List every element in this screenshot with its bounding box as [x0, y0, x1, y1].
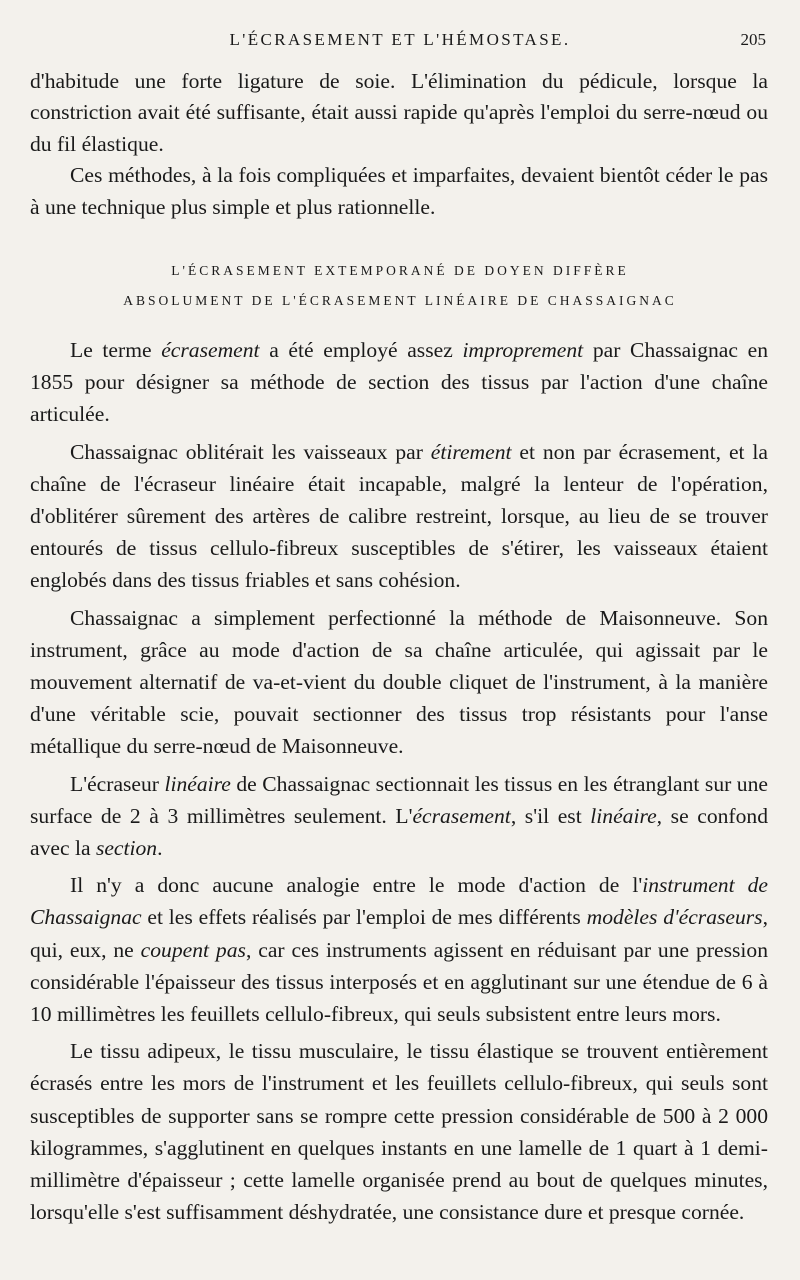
text-run: se confond avec la: [30, 803, 769, 861]
text-run: Chassaignac a simplement perfectionné la méthode de Maisonneuve. Son instrument, grâce au mode d'action de sa chaîne articulée, qui agissait par le mouvement alternatif de va-et-vient du double cliquet de l'instrument, à la manière d'une véritable scie, pouvait sectionner des tissus trop résistants pour l'anse métallique du serre-nœud de Maisonneuve.: [30, 605, 768, 759]
text-run: , qui, eux, ne: [30, 905, 768, 962]
italic-term: linéaire: [164, 771, 231, 796]
text-run: .: [157, 836, 163, 861]
text-run: Le tissu adipeux, le tissu musculaire, le tissu élastique se trouvent entièrement écrasés entre les mors de l'instrument et les feuillets cellulo-fibreux, qui seuls sont susceptibles de supporter sans se rompre cette pression considérable de 500 à 2 000 kilogrammes, s'agglutinent en quelques instants en une lamelle de 1 quart à 1 demi-millimètre d'épaisseur ; cette lamelle organisée prend au bout de quelques minutes, lorsqu'elle s'est suffisamment déshydratée, une consistance dure et presque cornée.: [30, 1039, 768, 1225]
text-run: par Chassaignac en 1855 pour désigner sa méthode de section des tissus par l'action d'une chaîne articulée.: [30, 338, 768, 427]
paragraph: [30, 602, 768, 763]
text-run: L'écraseur: [70, 771, 165, 796]
italic-term: étirement: [430, 439, 512, 464]
text-run: et les effets réalisés par l'emploi de mes différents: [141, 905, 587, 930]
text-run: Il n'y a donc aucune analogie entre le mode d'action de l': [70, 873, 643, 898]
paragraph: [30, 1035, 768, 1228]
text-run: de Chassaignac sectionnait les tissus en les étranglant sur une surface de 2 à 3 millimètres seulement. L': [30, 771, 768, 828]
running-title: L'ÉCRASEMENT ET L'HÉMOSTASE.: [229, 30, 571, 49]
italic-term: coupent pas: [140, 937, 246, 962]
italic-term: linéaire,: [590, 803, 663, 828]
paragraph: [30, 334, 768, 431]
paragraph: Ces méthodes, à la fois compliquées et imparfaites, devaient bientôt céder le pas à une technique plus simple et plus rationnelle.: [30, 163, 768, 219]
section-heading-line: L'ÉCRASEMENT EXTEMPORANÉ DE DOYEN DIFFÈRE: [171, 263, 629, 278]
paragraph: d'habitude une forte ligature de soie. L'élimination du pédicule, lorsque la constriction avait été suffisante, était aussi rapide qu'après l'emploi du serre-nœud ou du fil élastique.: [30, 69, 768, 156]
text-run: a été employé assez: [259, 338, 463, 362]
text-run: Le terme: [70, 338, 162, 362]
paragraph: [30, 768, 768, 865]
italic-term: écrasement: [161, 338, 260, 362]
section-heading: [30, 256, 770, 316]
italic-term: section: [95, 836, 158, 861]
text-run: Chassaignac oblitérait les vaisseaux par: [70, 439, 431, 464]
italic-term: improprement: [462, 338, 584, 362]
paragraph: [30, 869, 768, 1030]
section-body: [30, 334, 768, 1228]
running-head: [30, 30, 770, 54]
opening-text: [30, 66, 768, 223]
italic-term: écrasement: [412, 803, 511, 828]
paragraph: [30, 436, 768, 597]
text-run: , car ces instruments agissent en réduisant par une pression considérable l'épaisseur des tissus interposés et en agglutinant sur une étendue de 6 à 10 millimètres les feuillets cellulo-fibreux, qui seuls subsistent entre leurs mors.: [30, 937, 768, 1027]
text-run: , s'il est: [510, 803, 591, 828]
text-run: et non par écrasement, et la chaîne de l'écraseur linéaire était incapable, malgré la lenteur de l'opération, d'oblitérer sûrement des artères de calibre restreint, lorsque, au lieu de se trouver entourés de tissus cellulo-fibreux susceptibles de s'étirer, les vaisseaux étaient englobés dans des tissus friables et sans cohésion.: [30, 439, 768, 593]
page-number: 205: [740, 30, 766, 49]
section-heading-line: ABSOLUMENT DE L'ÉCRASEMENT LINÉAIRE DE CHASSAIGNAC: [123, 293, 677, 308]
italic-term: modèles d'écraseurs: [586, 905, 763, 930]
italic-term: instrument de Chassaignac: [30, 873, 768, 930]
